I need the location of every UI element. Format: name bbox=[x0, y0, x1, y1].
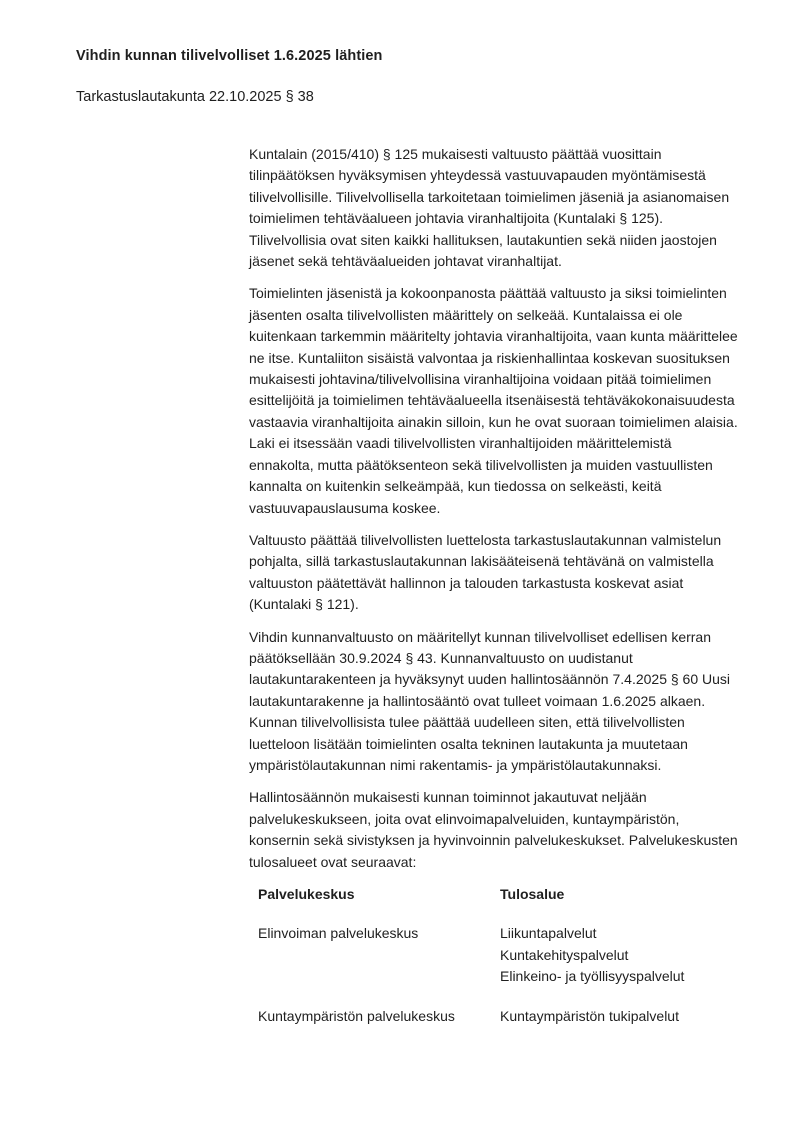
tulosalue-item: Elinkeino- ja työllisyyspalvelut bbox=[500, 968, 685, 985]
paragraph-3: Valtuusto päättää tilivelvollisten luettelosta tarkastuslautakunnan valmistelun pohjalta, sillä tarkastuslautakunnan lakisääteisenä tehtävänä on valmistella valtuuston päätettävät hallinnon ja talouden tarkastusta koskevat asiat (Kuntalaki § 121). bbox=[249, 531, 722, 613]
table-header-row bbox=[258, 884, 739, 905]
table-row bbox=[258, 923, 739, 987]
palvelukeskus-table bbox=[258, 884, 739, 1027]
document-meta-line: Tarkastuslautakunta 22.10.2025 § 38 bbox=[76, 89, 314, 105]
table-header-palvelukeskus: Palvelukeskus bbox=[258, 886, 355, 902]
paragraph-4: Vihdin kunnanvaltuusto on määritellyt kunnan tilivelvolliset edellisen kerran päätöksellään 30.9.2024 § 43. Kunnanvaltuusto on uudistanut lautakuntarakenteen ja hyväksynyt uuden hallintosäännön 7.4.2025 § 60 Uusi lautakuntarakenne ja hallintosääntö ovat tulleet voimaan 1.6.2025 alkaen. Kunnan tilivelvollisista tulee päättää uudelleen siten, että tilivelvollisten luetteloon lisätään toimielinten osalta tekninen lautakunta ja muutetaan ympäristölautakunnan nimi rakentamis- ja ympäristölautakunnaksi. bbox=[249, 628, 731, 773]
document-body bbox=[249, 144, 739, 1045]
table-row bbox=[258, 1006, 739, 1027]
paragraph-2: Toimielinten jäsenistä ja kokoonpanosta päättää valtuusto ja siksi toimielinten jäsenten osalta tilivelvollisten määrittely on selkeää. Kuntalaissa ei ole kuitenkaan tarkemmin määritelty johtavia viranhaltijoita, vaan kunta määrittelee ne itse. Kuntaliiton sisäistä valvontaa ja riskienhallintaa koskevan suosituksen mukaisesti johtavina/tilivelvollisina viranhaltijoina voidaan pitää toimielimen esittelijöitä ja toimielimen tehtäväalueella itsenäisestä tehtäväkokonaisuudesta vastaavia viranhaltijoita ainakin silloin, kun he ovat suoraan toimielimen alaisia. Laki ei itsessään vaadi tilivelvollisten viranhaltijoiden määrittelemistä ennakolta, mutta päätöksenteon sekä tilivelvollisten ja muiden vastuullisten kannalta on kuitenkin selkeämpää, kun tiedossa on selkeästi, keitä vastuuvapauslausuma koskee. bbox=[249, 285, 738, 516]
table-cell-palvelukeskus: Elinvoiman palvelukeskus bbox=[258, 925, 419, 942]
tulosalue-item: Kuntaympäristön tukipalvelut bbox=[500, 1007, 679, 1024]
paragraph-1: Kuntalain (2015/410) § 125 mukaisesti valtuusto päättää vuosittain tilinpäätöksen hyväksymisen yhteydessä vastuuvapauden myöntämisestä tilivelvollisille. Tilivelvollisella tarkoitetaan toimielimen jäseniä ja asianomaisen toimielimen tehtäväalueen johtavia viranhaltijoita (Kuntalaki § 125). Tilivelvollisia ovat siten kaikki hallituksen, lautakuntien sekä niiden jaostojen jäsenet sekä tehtäväalueiden johtavat viranhaltijat. bbox=[249, 146, 730, 270]
table-cell-palvelukeskus: Kuntaympäristön palvelukeskus bbox=[258, 1007, 455, 1024]
table-cell-tulosalueet bbox=[500, 1006, 739, 1027]
tulosalue-item: Kuntakehityspalvelut bbox=[500, 946, 629, 963]
document-title: Vihdin kunnan tilivelvolliset 1.6.2025 lähtien bbox=[76, 48, 383, 64]
table-cell-tulosalueet bbox=[500, 923, 739, 987]
tulosalue-item: Liikuntapalvelut bbox=[500, 925, 597, 942]
paragraph-5: Hallintosäännön mukaisesti kunnan toiminnot jakautuvat neljään palvelukeskukseen, joita ovat elinvoimapalveluiden, kuntaympäristön, konsernin sekä sivistyksen ja hyvinvoinnin palvelukeskukset. Palvelukeskusten tulosalueet ovat seuraavat: bbox=[249, 789, 738, 870]
table-header-tulosalue: Tulosalue bbox=[500, 886, 565, 902]
